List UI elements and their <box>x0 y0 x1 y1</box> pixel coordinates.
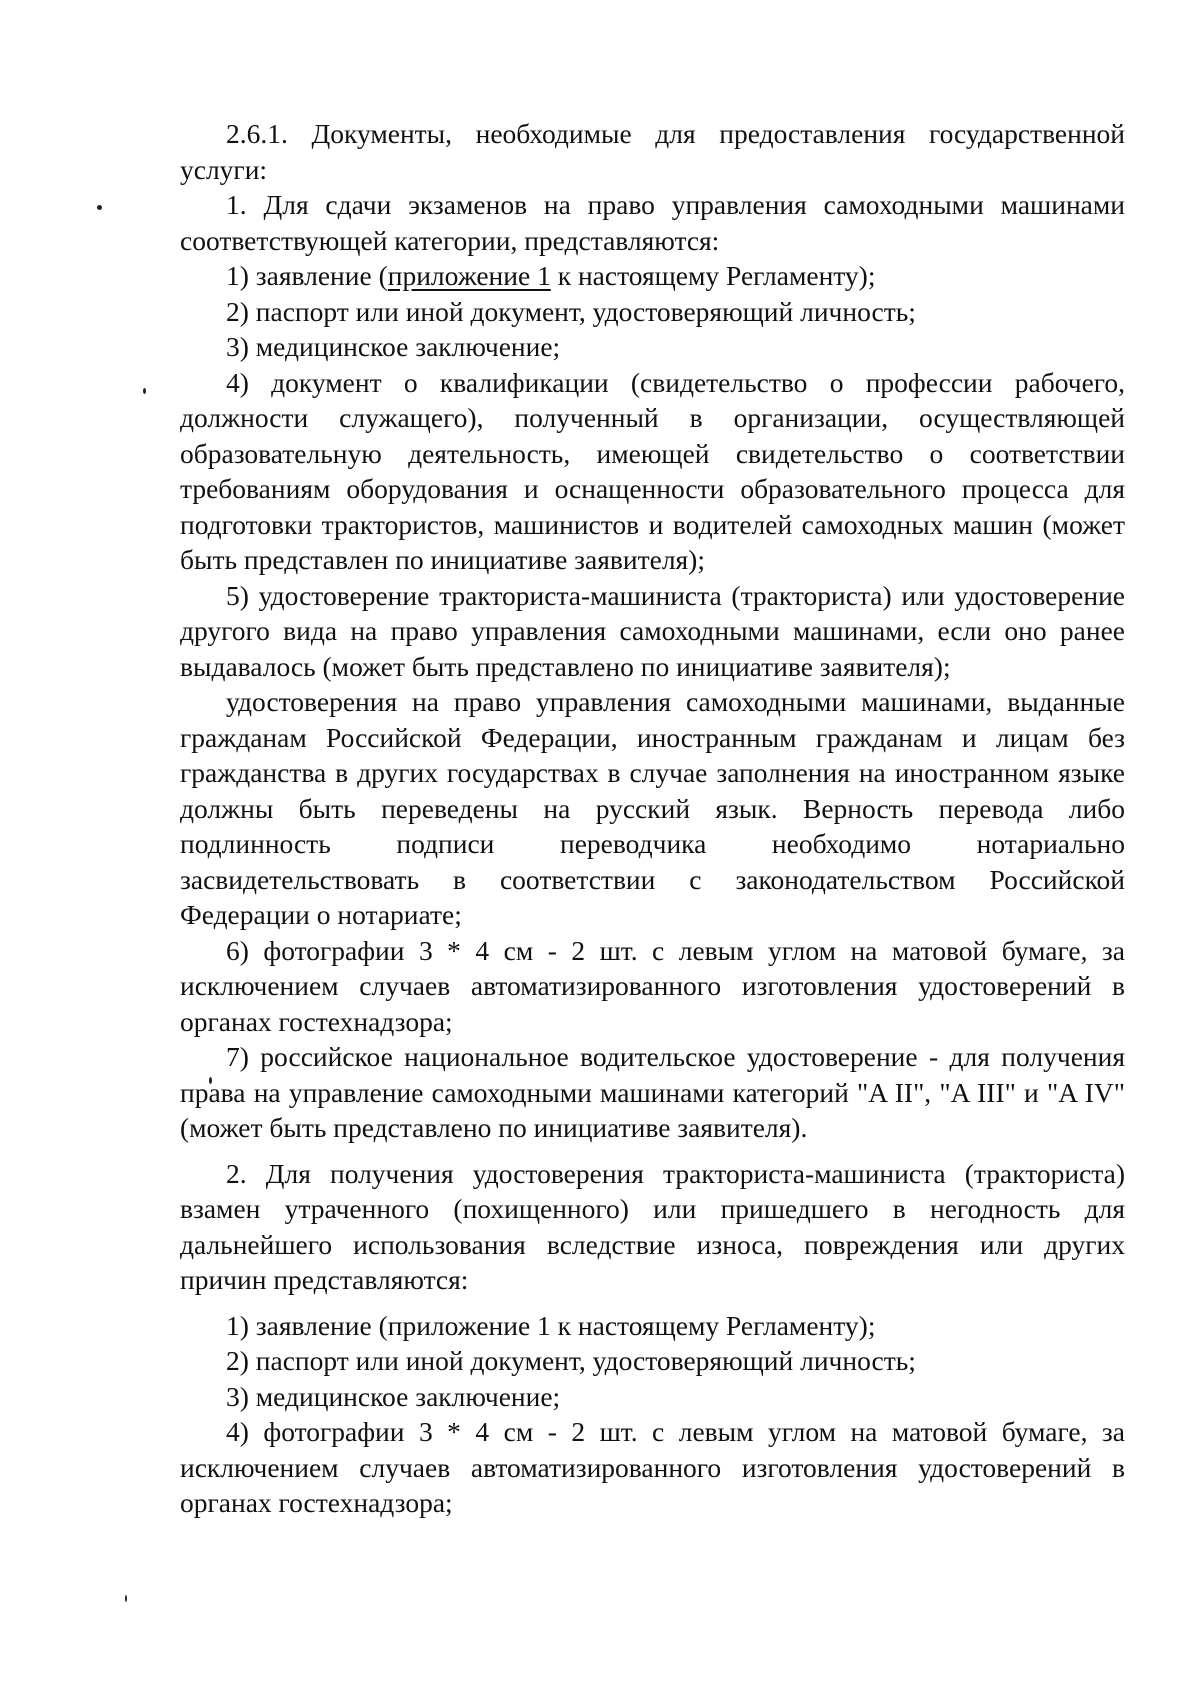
section1-item-6: 6) фотографии 3 * 4 см - 2 шт. с левым углом на матовой бумаге, за исключением случаев автоматизированного изготовления удостоверений в органах гостехнадзора; <box>180 934 1125 1037</box>
section1-note: удостоверения на право управления самоходными машинами, выданные гражданам Российской Федерации, иностранным гражданам и лицам без гражданства в других государствах в случае заполнения на иностранном языке должны быть переведены на русский язык. Верность перевода либо подлинность подписи переводчика необходимо нотариально засвидетельствовать в соответствии с законодательством Российской Федерации о нотариате; <box>180 686 1125 930</box>
section1-item-7: 7) российское национальное водительское удостоверение - для получения права на управление самоходными машинами категорий "A II", "A III" и "A IV" (может быть представлено по инициативе заявителя). <box>180 1041 1125 1143</box>
section1-item-3: 3) медицинское заключение; <box>226 331 561 362</box>
item-text: 1) заявление ( <box>226 260 388 291</box>
section2-item-3: 3) медицинское заключение; <box>226 1380 561 1412</box>
appendix-link[interactable]: приложение 1 <box>387 260 551 291</box>
scan-speck <box>125 1595 127 1602</box>
section2-item-2: 2) паспорт или иной документ, удостоверяющий личность; <box>226 1345 916 1376</box>
section1-item-1 <box>180 258 1125 294</box>
section1-item-2: 2) паспорт или иной документ, удостоверяющий личность; <box>226 295 916 327</box>
item-text: к настоящему Регламенту); <box>550 260 876 291</box>
paragraph-gap <box>180 1146 1125 1156</box>
section2-item-4: 4) фотографии 3 * 4 см - 2 шт. с левым углом на матовой бумаге, за исключением случаев автоматизированного изготовления удостоверений в органах гостехнадзора; <box>180 1416 1125 1518</box>
section1-item-5: 5) удостоверение тракториста-машиниста (тракториста) или удостоверение другого вида на право управления самоходными машинами, если оно ранее выдавалось (может быть представлено по инициативе заявителя); <box>180 579 1125 682</box>
section2-intro: 2. Для получения удостоверения тракториста-машиниста (тракториста) взамен утраченного (похищенного) или пришедшего в негодность для дальнейшего использования вследствие износа, повреждения или других причин представляются: <box>180 1157 1125 1295</box>
scan-speck <box>143 388 146 394</box>
document-body <box>180 116 1125 1521</box>
paragraph-gap <box>180 1298 1125 1308</box>
section1-intro: 1. Для сдачи экзаменов на право управления самоходными машинами соответствующей категории, представляются: <box>180 189 1125 256</box>
scan-speck <box>97 205 102 210</box>
section2-item-1: 1) заявление (приложение 1 к настоящему Регламенту); <box>226 1309 876 1341</box>
section1-item-4: 4) документ о квалификации (свидетельство о профессии рабочего, должности служащего), полученный в организации, осуществляющей образовательную деятельность, имеющей свидетельство о соответствии требованиям оборудования и оснащенности образовательного процесса для подготовки трактористов, машинистов и водителей самоходных машин (может быть представлен по инициативе заявителя); <box>180 366 1125 575</box>
section-heading: 2.6.1. Документы, необходимые для предоставления государственной услуги: <box>180 118 1125 185</box>
